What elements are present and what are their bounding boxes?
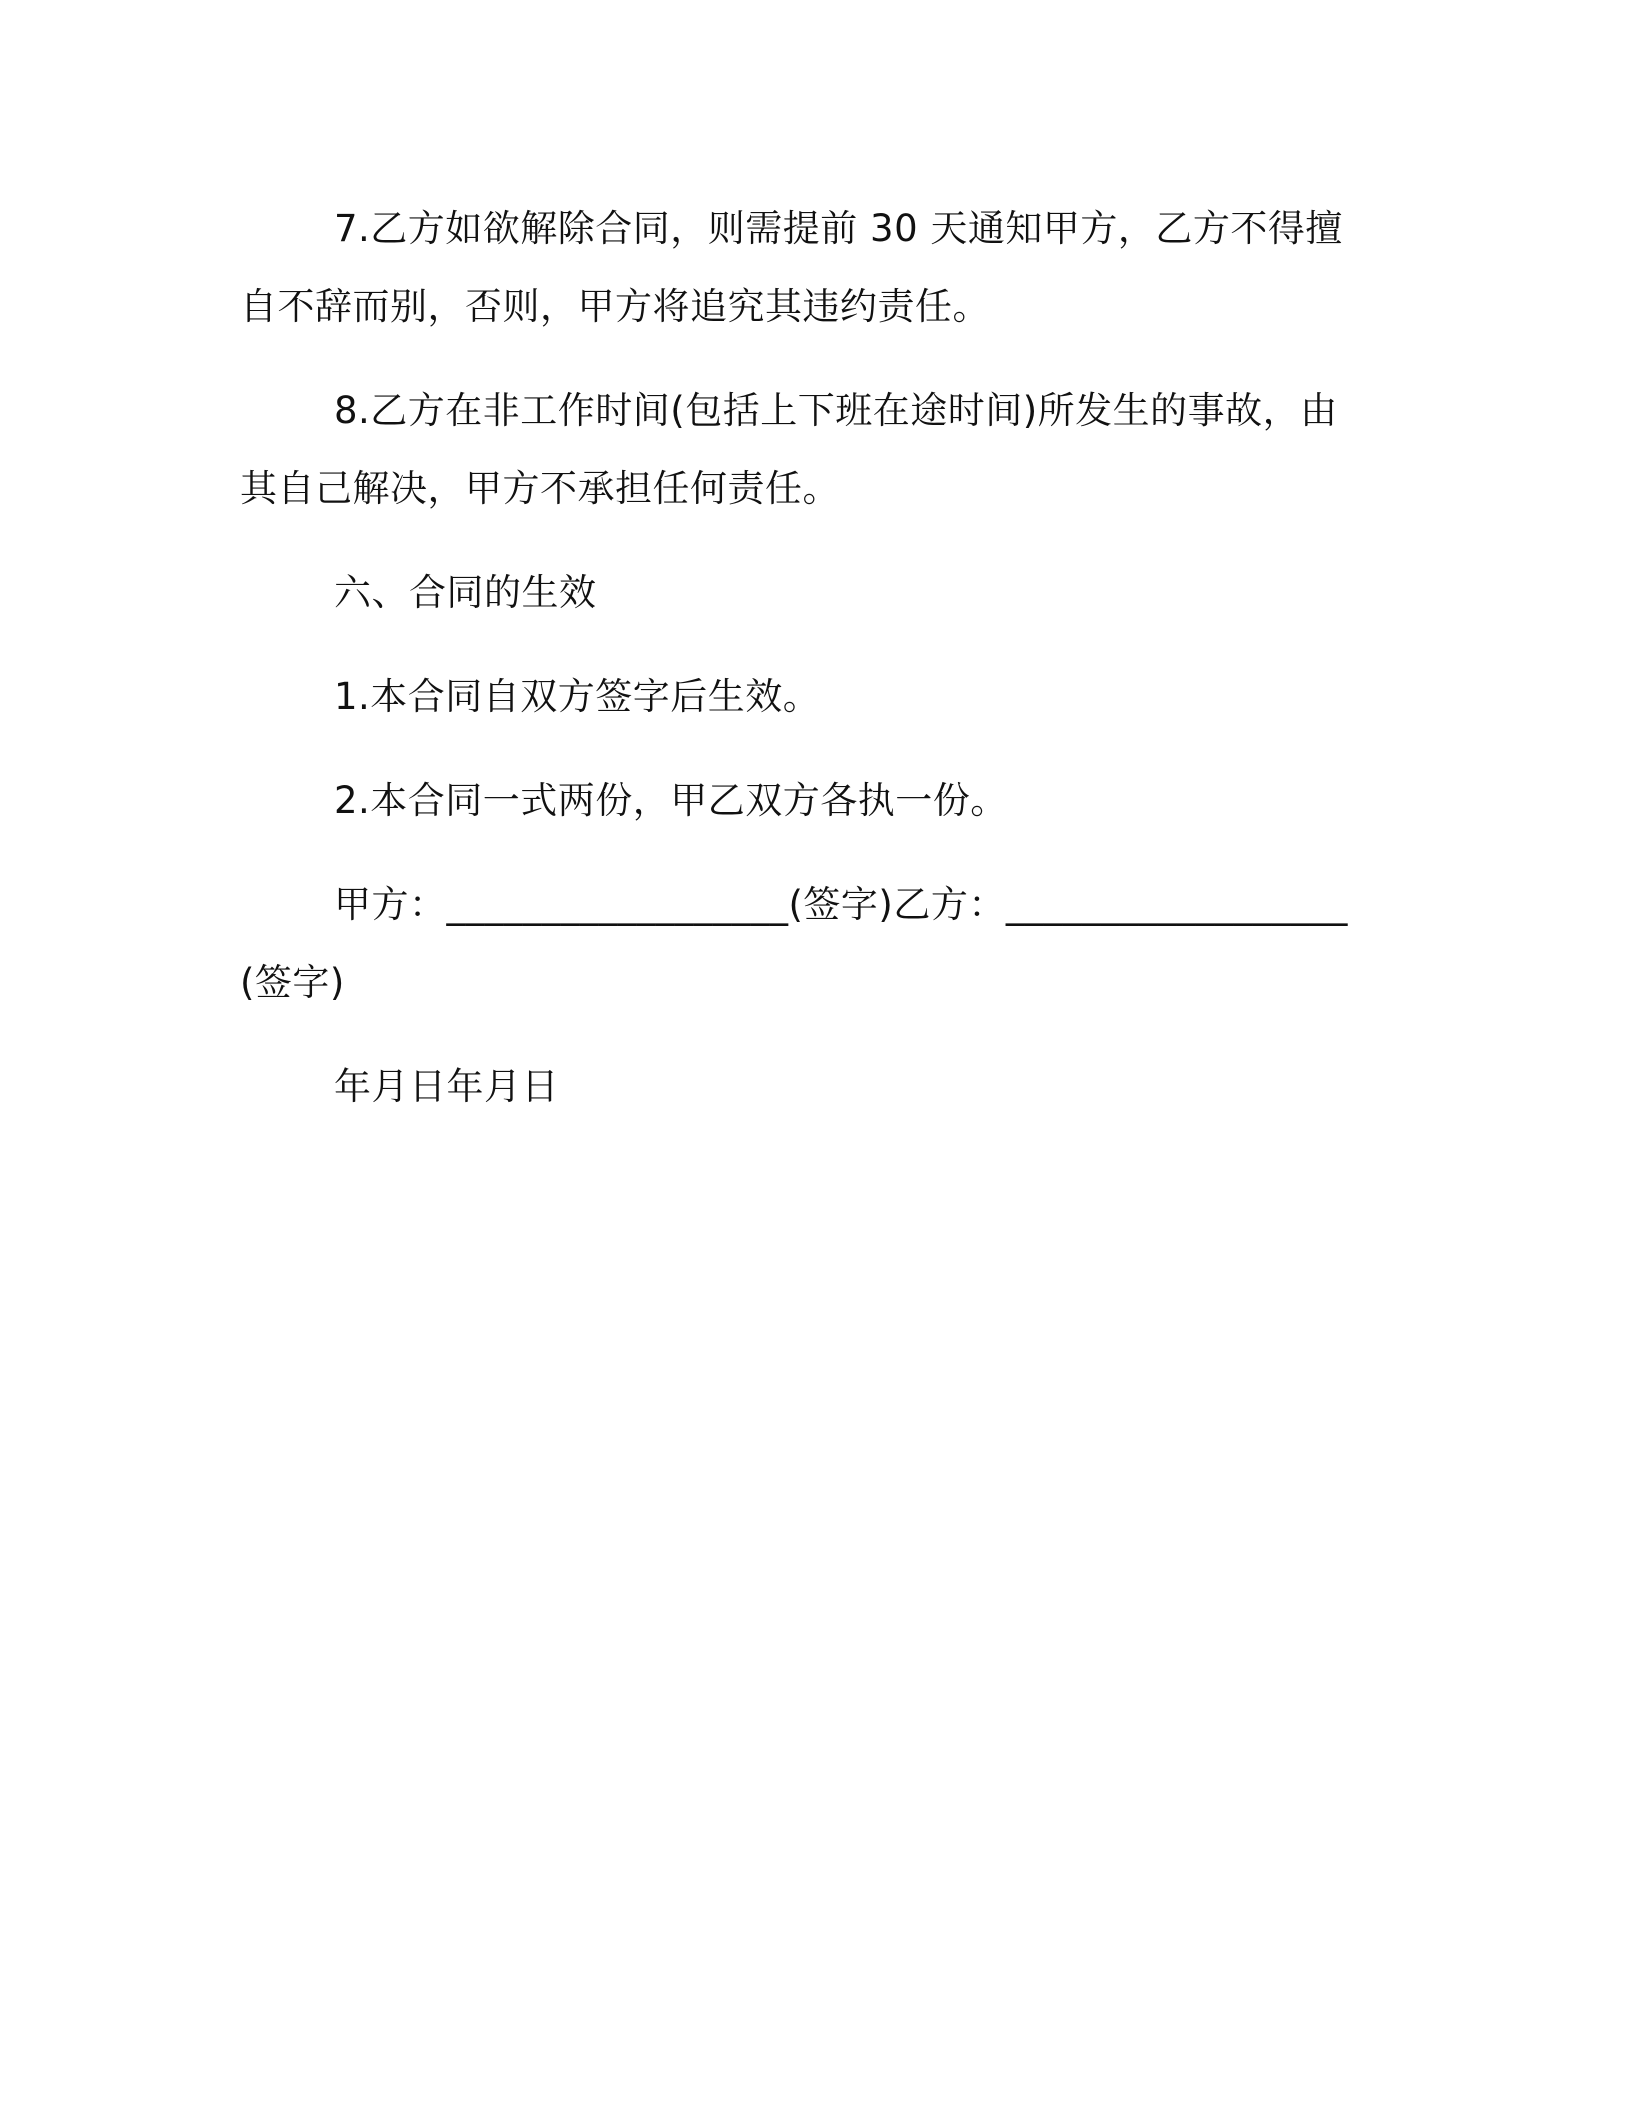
clause-7: 7.乙方如欲解除合同，则需提前 30 天通知甲方，乙方不得擅自不辞而别，否则，甲方将追究其违约责任。 (240, 207, 1343, 328)
document-body (240, 190, 1360, 1152)
date-line: 年月日年月日 (334, 1065, 559, 1108)
section-heading-effectiveness: 六、合同的生效 (334, 571, 597, 614)
clause-8: 8.乙方在非工作时间(包括上下班在途时间)所发生的事故，由其自己解决，甲方不承担任何责任。 (240, 389, 1338, 510)
signature-line: 甲方：__________________(签字)乙方：__________________(签字) (240, 883, 1348, 1004)
effectiveness-clause-2: 2.本合同一式两份，甲乙双方各执一份。 (334, 779, 1008, 822)
effectiveness-clause-1: 1.本合同自双方签字后生效。 (334, 675, 821, 718)
